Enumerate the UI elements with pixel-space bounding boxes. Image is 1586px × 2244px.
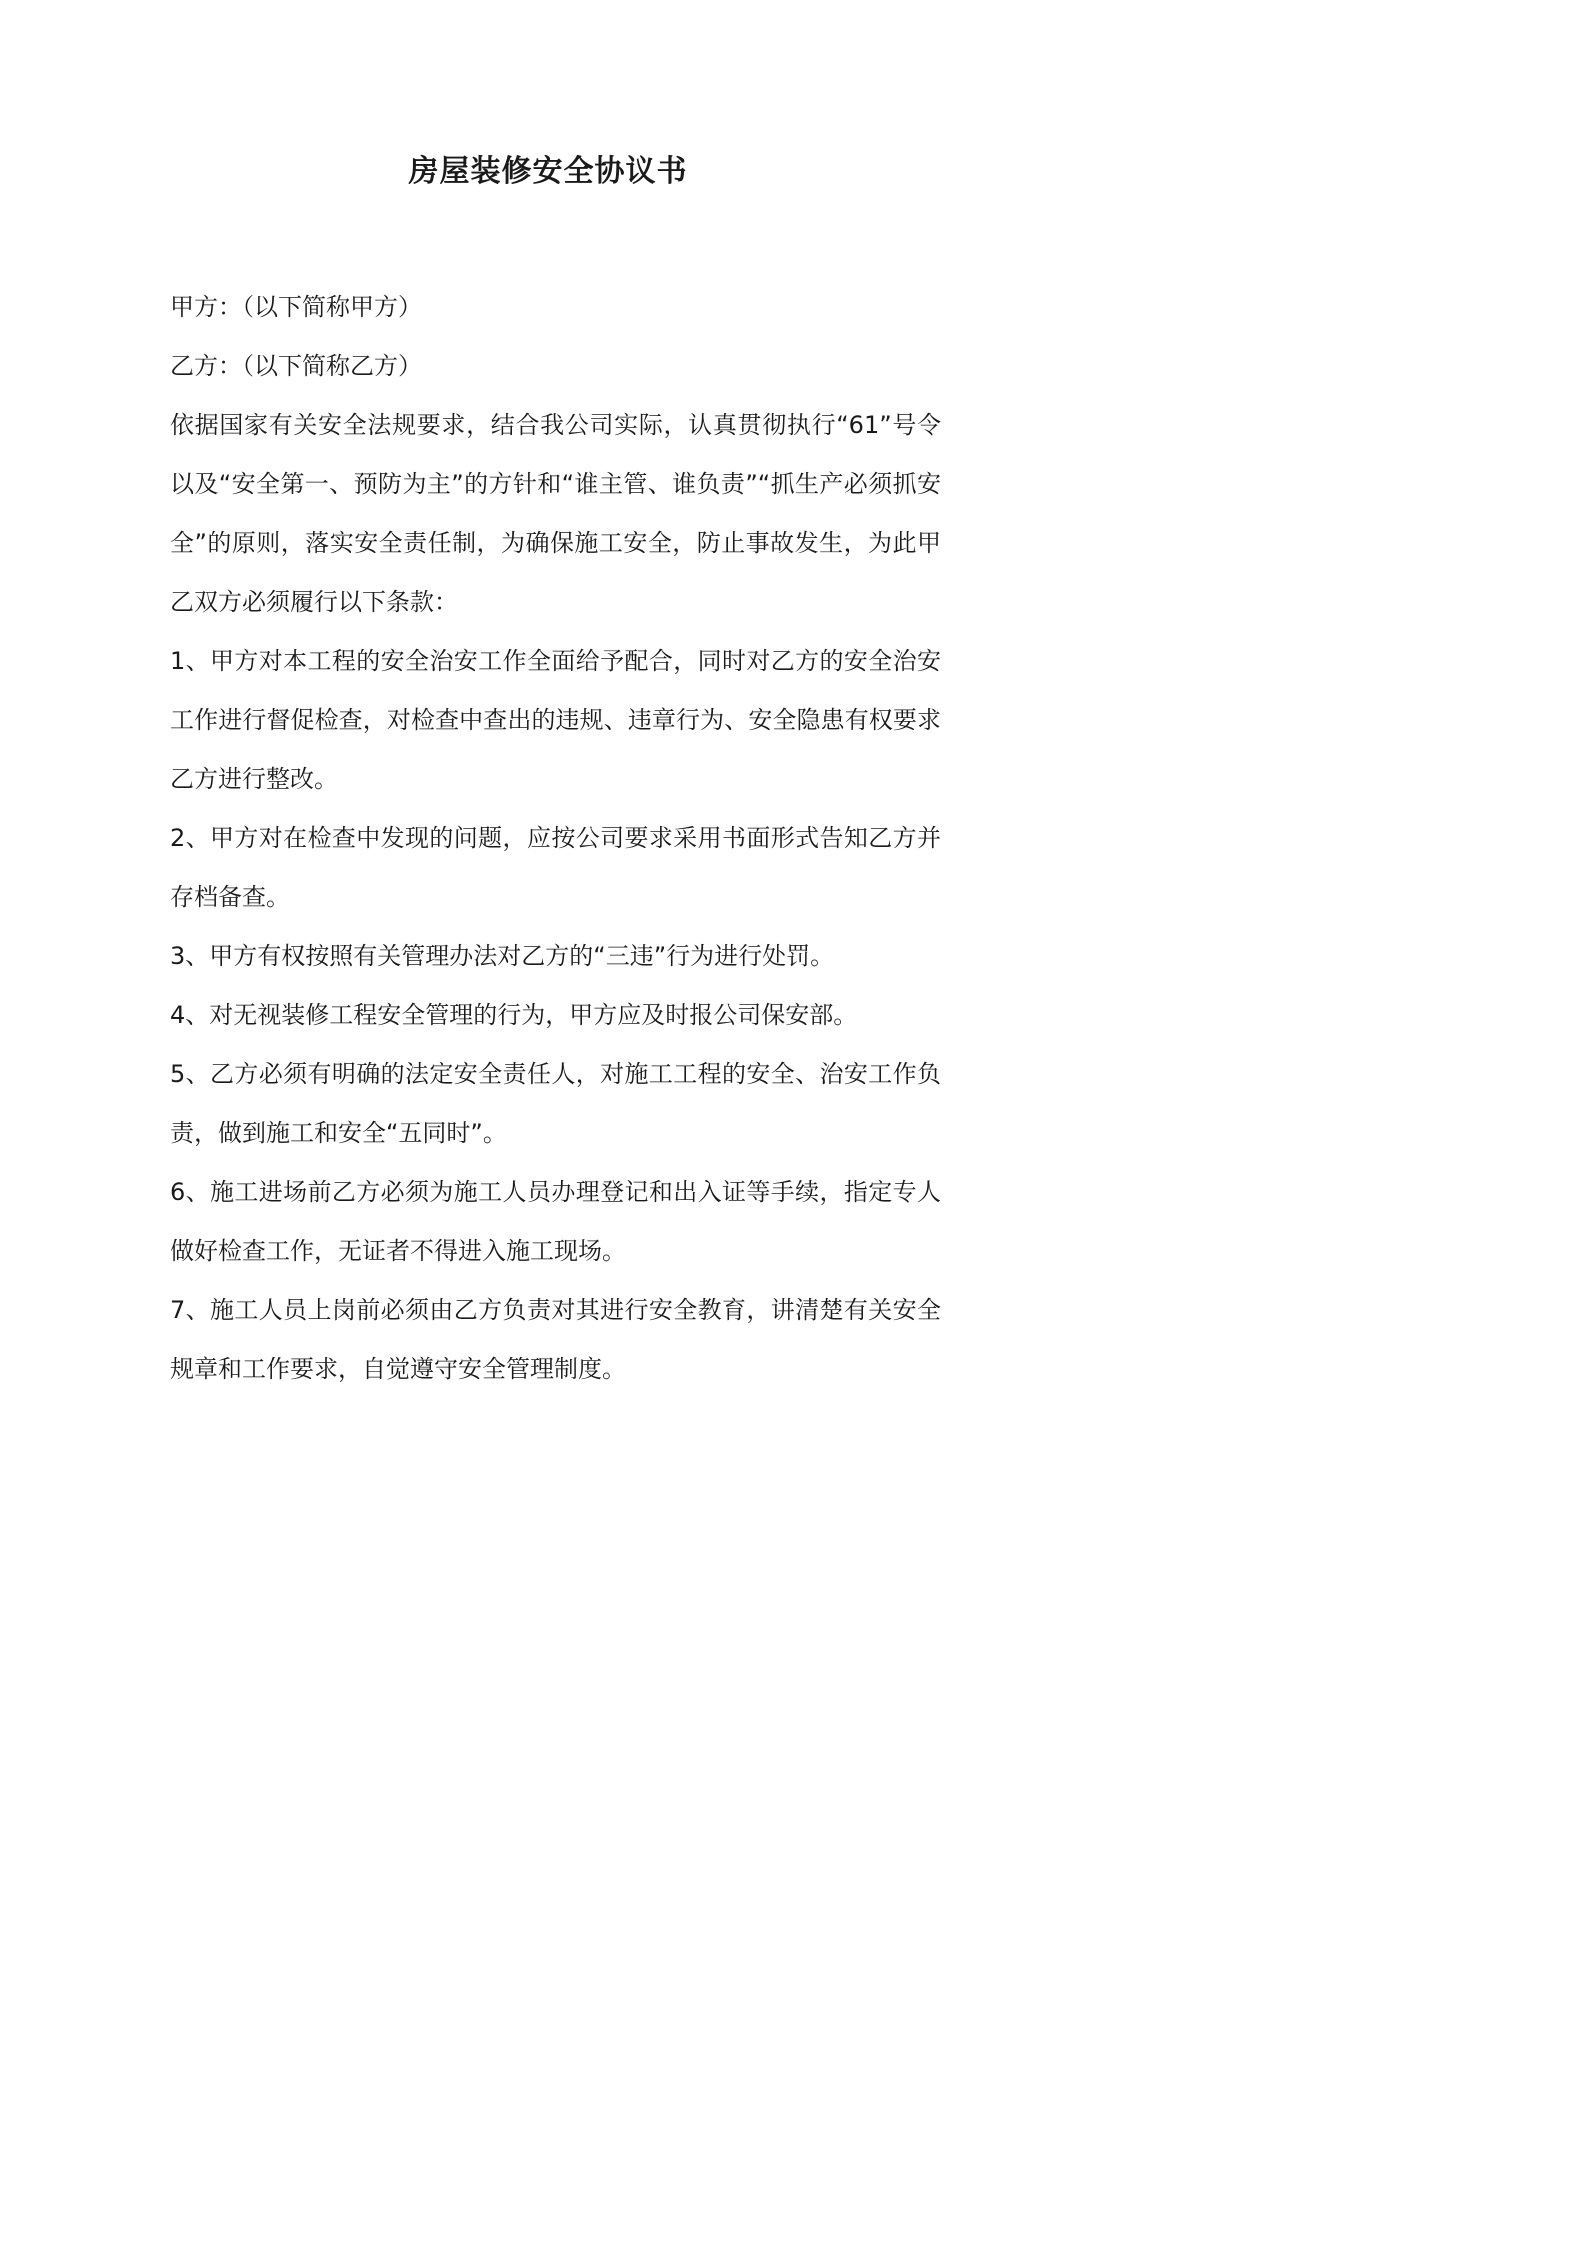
document-page — [0, 0, 1096, 1551]
party-a-line: 甲方：（以下简称甲方） — [170, 293, 422, 321]
clause-3: 3、甲方有权按照有关管理办法对乙方的“三违”行为进行处罚。 — [170, 942, 835, 970]
clause-1: 1、甲方对本工程的安全治安工作全面给予配合，同时对乙方的安全治安工作进行督促检查，对检查中查出的违规、违章行为、安全隐患有权要求乙方进行整改。 — [170, 647, 941, 793]
intro-paragraph: 依据国家有关安全法规要求，结合我公司实际，认真贯彻执行“61”号令以及“安全第一、预防为主”的方针和“谁主管、谁负责”“抓生产必须抓安全”的原则，落实安全责任制，为确保施工安全，防止事故发生，为此甲乙双方必须履行以下条款： — [170, 411, 941, 616]
clause-2: 2、甲方对在检查中发现的问题，应按公司要求采用书面形式告知乙方并存档备查。 — [170, 824, 941, 911]
document-body — [170, 278, 941, 1399]
clause-4: 4、对无视装修工程安全管理的行为，甲方应及时报公司保安部。 — [170, 1001, 858, 1029]
clause-7: 7、施工人员上岗前必须由乙方负责对其进行安全教育，讲清楚有关安全规章和工作要求，自觉遵守安全管理制度。 — [170, 1296, 941, 1383]
clause-5: 5、乙方必须有明确的法定安全责任人，对施工工程的安全、治安工作负责，做到施工和安全“五同时”。 — [170, 1060, 941, 1147]
clause-6: 6、施工进场前乙方必须为施工人员办理登记和出入证等手续，指定专人做好检查工作，无证者不得进入施工现场。 — [170, 1178, 941, 1265]
document-title: 房屋装修安全协议书 — [408, 154, 688, 189]
party-b-line: 乙方：（以下简称乙方） — [170, 352, 422, 380]
